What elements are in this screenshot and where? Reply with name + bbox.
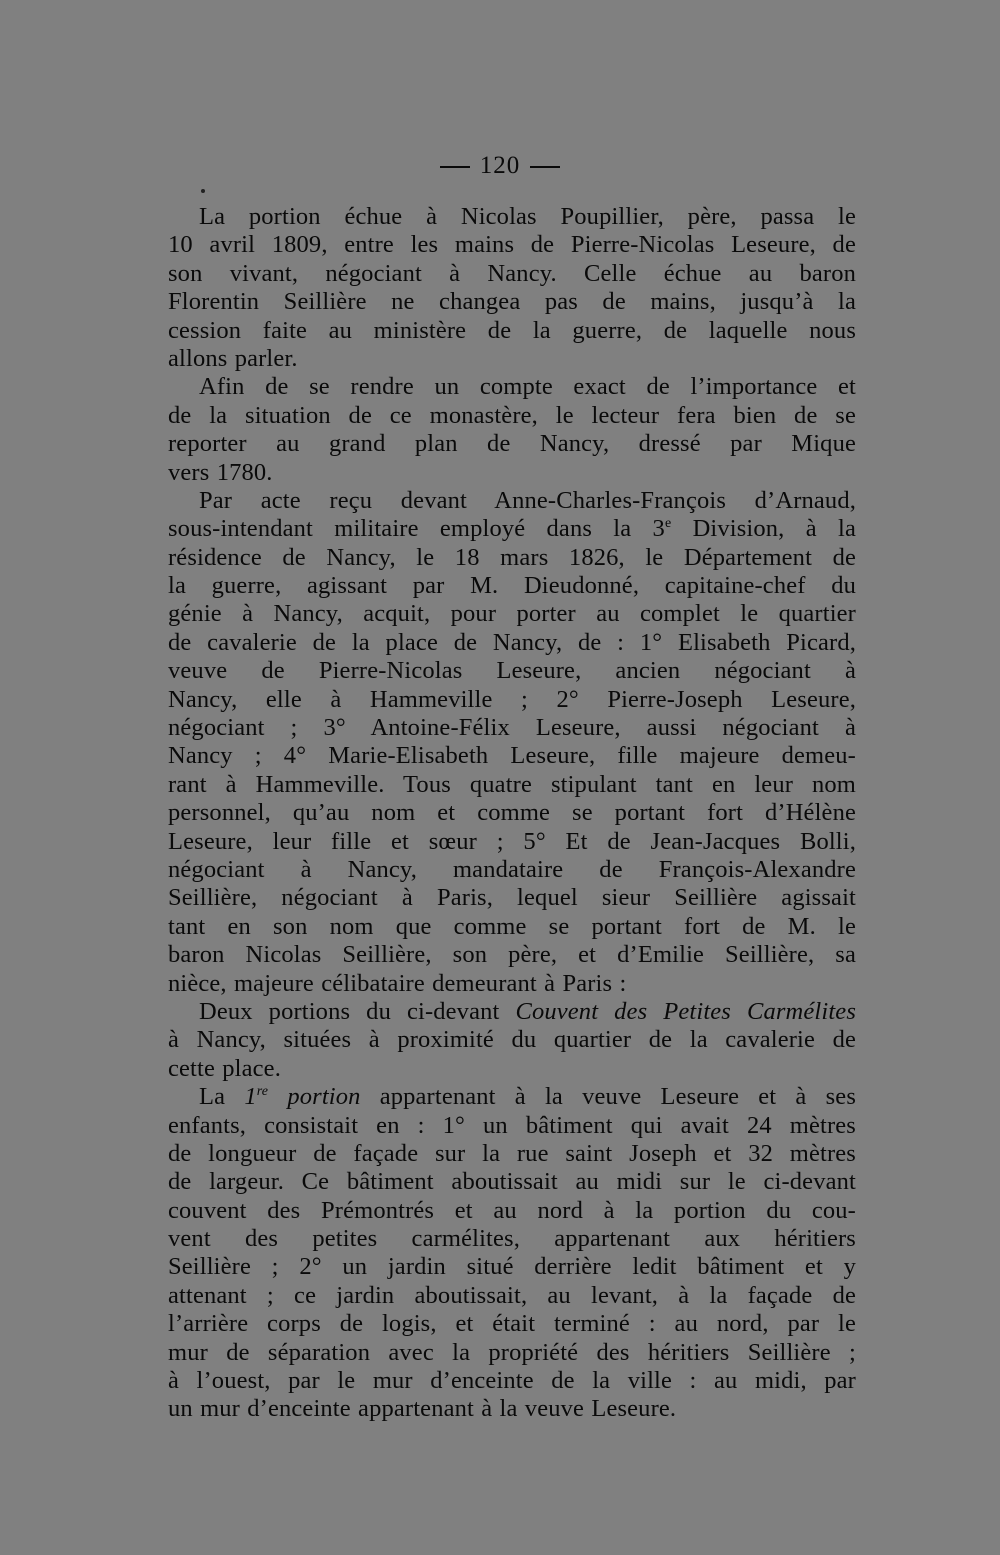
- text-line: cette place.: [168, 1054, 281, 1082]
- text-line: résidence de Nancy, le 18 mars 1826, le Département de: [168, 543, 856, 571]
- text-line: Florentin Seillière ne changea pas de mains, jusqu’à la: [168, 288, 856, 316]
- text-line: Afin de se rendre un compte exact de l’importance et: [199, 373, 856, 401]
- text-line: Seillière ; 2° un jardin situé derrière ledit bâtiment et y: [168, 1253, 856, 1281]
- text-line-with-superscript: sous-intendant militaire employé dans la 3e Division, à la: [168, 515, 856, 543]
- print-speck: [201, 189, 205, 193]
- text-line: la guerre, agissant par M. Dieudonné, capitaine-chef du: [168, 572, 856, 600]
- paragraph-4: [168, 998, 856, 1083]
- text-line: Nancy ; 4° Marie-Elisabeth Leseure, fille majeure demeu-: [168, 742, 856, 770]
- text-line: attenant ; ce jardin aboutissait, au levant, à la façade de: [168, 1281, 856, 1309]
- text-line: 10 avril 1809, entre les mains de Pierre-Nicolas Leseure, de: [168, 231, 856, 259]
- text-line: enfants, consistait en : 1° un bâtiment qui avait 24 mètres: [168, 1111, 856, 1139]
- text-line: nièce, majeure célibataire demeurant à Paris :: [168, 969, 627, 997]
- text-line: Nancy, elle à Hammeville ; 2° Pierre-Joseph Leseure,: [168, 685, 856, 713]
- paragraph-3: [168, 487, 856, 998]
- page-number: 120: [479, 152, 521, 179]
- text-line: à l’ouest, par le mur d’enceinte de la ville : au midi, par: [168, 1367, 856, 1395]
- text-line: personnel, qu’au nom et comme se portant fort d’Hélène: [168, 799, 856, 827]
- text-line: cession faite au ministère de la guerre, de laquelle nous: [168, 316, 856, 344]
- text-line: de la situation de ce monastère, le lecteur fera bien de se: [168, 401, 856, 429]
- paragraph-5: [168, 1083, 856, 1424]
- text-line: négociant ; 3° Antoine-Félix Leseure, aussi négociant à: [168, 714, 856, 742]
- text-line: veuve de Pierre-Nicolas Leseure, ancien négociant à: [168, 657, 856, 685]
- text-line: rant à Hammeville. Tous quatre stipulant tant en leur nom: [168, 770, 856, 798]
- paragraph-1: [168, 203, 856, 373]
- text-line: baron Nicolas Seillière, son père, et d’Emilie Seillière, sa: [168, 941, 856, 969]
- text-line: reporter au grand plan de Nancy, dressé par Mique: [168, 430, 856, 458]
- text-line: Par acte reçu devant Anne-Charles-François d’Arnaud,: [199, 486, 856, 514]
- right-dash: [530, 166, 560, 168]
- text-line-with-italic: Deux portions du ci-devant Couvent des Petites Carmélites: [199, 997, 857, 1025]
- text-line: de longueur de façade sur la rue saint Joseph et 32 mètres: [168, 1139, 856, 1167]
- body-text: [168, 203, 856, 1424]
- text-line: génie à Nancy, acquit, pour porter au complet le quartier: [168, 600, 856, 628]
- text-line: couvent des Prémontrés et au nord à la portion du cou-: [168, 1196, 856, 1224]
- text-line: vent des petites carmélites, appartenant aux héritiers: [168, 1225, 856, 1253]
- text-line: La portion échue à Nicolas Poupillier, père, passa le: [199, 203, 856, 230]
- text-line: allons parler.: [168, 344, 298, 372]
- left-dash: [440, 166, 470, 168]
- text-line: négociant à Nancy, mandataire de François-Alexandre: [168, 855, 856, 883]
- text-line: de cavalerie de la place de Nancy, de : 1° Elisabeth Picard,: [168, 628, 856, 656]
- text-line: l’arrière corps de logis, et était terminé : au nord, par le: [168, 1310, 856, 1338]
- text-line: son vivant, négociant à Nancy. Celle échue au baron: [168, 259, 856, 287]
- text-line: Seillière, négociant à Paris, lequel sieur Seillière agissait: [168, 884, 856, 912]
- text-line: de largeur. Ce bâtiment aboutissait au midi sur le ci-devant: [168, 1168, 856, 1196]
- paragraph-2: [168, 373, 856, 487]
- text-line: Leseure, leur fille et sœur ; 5° Et de Jean-Jacques Bolli,: [168, 827, 856, 855]
- text-line: vers 1780.: [168, 458, 273, 486]
- text-line-with-italic: La 1re portion appartenant à la veuve Leseure et à ses: [199, 1083, 857, 1111]
- text-line: à Nancy, situées à proximité du quartier de la cavalerie de: [168, 1026, 856, 1054]
- text-line: mur de séparation avec la propriété des héritiers Seillière ;: [168, 1338, 856, 1366]
- text-line: tant en son nom que comme se portant fort de M. le: [168, 912, 856, 940]
- text-line: un mur d’enceinte appartenant à la veuve Leseure.: [168, 1395, 677, 1423]
- page-number-header: [0, 152, 1000, 180]
